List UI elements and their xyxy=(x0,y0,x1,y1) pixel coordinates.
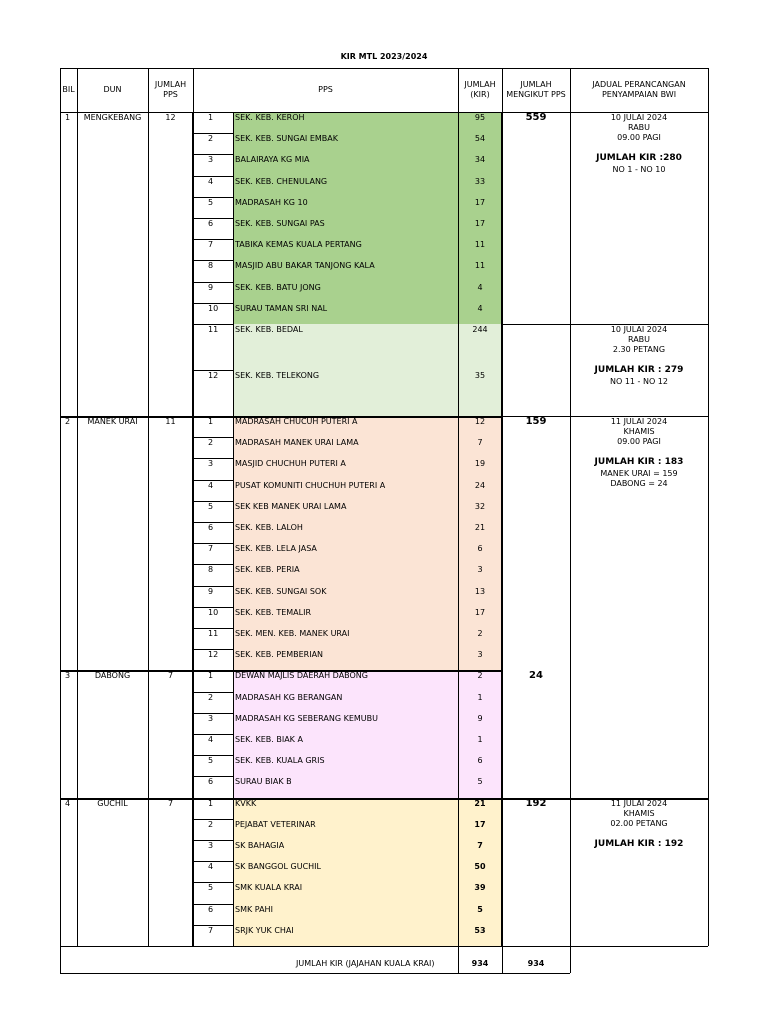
pps-name: MADRASAH CHUCUH PUTERI A xyxy=(235,417,358,426)
pps-row-number: 5 xyxy=(208,883,214,893)
pps-row-number: 6 xyxy=(208,219,214,228)
schedule-note: MANEK URAI = 159 xyxy=(600,469,678,478)
pps-name: KVKK xyxy=(235,798,257,808)
pps-row-number: 1 xyxy=(208,798,214,808)
document-title: KIR MTL 2023/2024 xyxy=(340,52,428,61)
table-top-line xyxy=(60,68,708,69)
pps-kir: 7 xyxy=(477,438,483,448)
pps-name: SEK. KEB. BIAK A xyxy=(235,735,303,744)
column-line xyxy=(77,68,78,946)
pps-row-number: 2 xyxy=(208,134,214,144)
pps-name: SURAU BIAK B xyxy=(235,777,292,787)
header-bottom-line xyxy=(60,112,708,113)
pps-row-number: 4 xyxy=(208,862,214,872)
pps-name: SEK. KEB. KUALA GRIS xyxy=(235,756,325,766)
pps-kir: 4 xyxy=(477,282,483,292)
column-line xyxy=(570,68,571,946)
schedule-day: KHAMIS xyxy=(623,808,655,818)
pps-name: PEJABAT VETERINAR xyxy=(235,819,316,829)
group-dun: MANEK URAI xyxy=(87,417,138,426)
schedule-day: RABU xyxy=(627,123,651,132)
schedule-date: 10 JULAI 2024 xyxy=(610,113,668,122)
pps-kir: 11 xyxy=(474,261,486,271)
schedule-jumlah-kir: JUMLAH KIR : 279 xyxy=(594,365,684,375)
pps-row-number: 8 xyxy=(208,565,214,575)
pps-number-left-line xyxy=(192,416,194,670)
pps-row-number: 3 xyxy=(208,155,214,165)
pps-name: BALAIRAYA KG MIA xyxy=(235,155,310,165)
pps-name: SEK. KEB. BEDAL xyxy=(235,325,303,334)
pps-kir: 3 xyxy=(477,565,483,575)
group-total: 159 xyxy=(525,416,547,427)
pps-kir-right-line xyxy=(501,798,503,946)
schedule-day: RABU xyxy=(627,335,651,344)
pps-row-number: 6 xyxy=(208,904,214,914)
schedule-time: 02.00 PETANG xyxy=(610,818,668,828)
pps-row-number: 5 xyxy=(208,756,214,766)
pps-row-number: 9 xyxy=(208,586,214,596)
pps-row-number: 2 xyxy=(208,438,214,448)
pps-row-number: 5 xyxy=(208,501,214,511)
pps-kir: 17 xyxy=(474,219,486,228)
pps-name: MASJID CHUCHUH PUTERI A xyxy=(235,459,346,469)
pps-kir: 34 xyxy=(474,155,486,165)
pps-name: SEK. KEB. LALOH xyxy=(235,523,303,532)
pps-name: SRJK YUK CHAI xyxy=(235,925,294,935)
pps-row-number: 7 xyxy=(208,544,214,554)
pps-name: MADRASAH KG BERANGAN xyxy=(235,692,343,702)
pps-row-number: 3 xyxy=(208,713,214,723)
pps-kir: 17 xyxy=(474,819,486,829)
pps-kir: 13 xyxy=(474,586,486,596)
schedule-note: DABONG = 24 xyxy=(610,479,668,488)
pps-kir: 6 xyxy=(477,756,483,766)
group-jumlah-pps: 12 xyxy=(165,113,176,122)
pps-number-left-line xyxy=(192,670,194,797)
group-separator xyxy=(60,416,502,418)
pps-name: SEK KEB MANEK URAI LAMA xyxy=(235,501,347,511)
pps-kir: 19 xyxy=(474,459,486,469)
header-jumlah-pps: JUMLAH PPS xyxy=(154,80,187,99)
group-bil: 1 xyxy=(65,113,71,122)
pps-row-number: 11 xyxy=(208,629,219,638)
pps-kir: 6 xyxy=(477,544,483,554)
pps-name: SK BAHAGIA xyxy=(235,841,285,850)
pps-name: SMK PAHI xyxy=(235,904,273,914)
pps-row-number: 12 xyxy=(208,371,219,380)
pps-name: SEK. KEB. SUNGAI EMBAK xyxy=(235,134,338,144)
schedule-note: NO 1 - NO 10 xyxy=(612,165,666,174)
group-jumlah-pps: 7 xyxy=(167,671,174,681)
pps-kir: 3 xyxy=(477,650,483,660)
pps-kir: 50 xyxy=(474,862,486,872)
pps-name: SURAU TAMAN SRI NAL xyxy=(235,303,328,313)
pps-kir: 9 xyxy=(477,713,483,723)
group-jumlah-pps: 7 xyxy=(167,798,174,808)
group-dun: GUCHIL xyxy=(97,798,128,808)
footer-total: 934 xyxy=(527,959,545,968)
schedule-time: 09.00 PAGI xyxy=(617,437,661,446)
group-jumlah-pps: 11 xyxy=(165,417,176,426)
schedule-jumlah-kir: JUMLAH KIR :280 xyxy=(596,153,682,163)
pps-kir: 1 xyxy=(477,692,483,702)
column-line xyxy=(148,68,149,946)
pps-number-left-line xyxy=(192,112,194,416)
pps-name: DEWAN MAJLIS DAERAH DABONG xyxy=(235,671,368,681)
pps-kir-right-line xyxy=(501,670,503,797)
pps-kir: 2 xyxy=(477,629,483,638)
pps-row-number: 10 xyxy=(208,303,219,313)
pps-row-number: 1 xyxy=(208,671,214,681)
pps-name: SEK. KEB. PEMBERIAN xyxy=(235,650,324,660)
pps-name: SEK. KEB. SUNGAI SOK xyxy=(235,586,327,596)
pps-name: SEK. KEB. KEROH xyxy=(235,113,305,122)
schedule-time: 2.30 PETANG xyxy=(612,345,666,354)
group-dun: DABONG xyxy=(94,671,131,681)
pps-row-number: 6 xyxy=(208,523,214,532)
pps-kir: 53 xyxy=(474,925,486,935)
pps-row-number: 9 xyxy=(208,282,214,292)
footer-right-line xyxy=(570,946,571,973)
group-separator xyxy=(60,670,502,672)
schedule-date: 11 JULAI 2024 xyxy=(610,417,668,426)
pps-kir: 33 xyxy=(474,176,486,186)
pps-row-number: 5 xyxy=(208,197,214,207)
table-bottom-line xyxy=(60,946,708,947)
group-separator xyxy=(60,798,502,800)
schedule-date: 11 JULAI 2024 xyxy=(610,798,668,808)
pps-kir-right-line xyxy=(501,416,503,670)
pps-kir: 11 xyxy=(474,240,486,250)
group-total: 24 xyxy=(529,670,543,682)
schedule-date: 10 JULAI 2024 xyxy=(610,325,668,334)
pps-name: SEK. KEB. LELA JASA xyxy=(235,544,317,554)
header-jumlah-mengikut: JUMLAH MENGIKUT PPS xyxy=(506,80,566,99)
pps-row-number: 4 xyxy=(208,735,214,744)
pps-name: MASJID ABU BAKAR TANJONG KALA xyxy=(235,261,375,271)
schedule-jumlah-kir: JUMLAH KIR : 183 xyxy=(594,457,684,467)
pps-row-number: 7 xyxy=(208,925,214,935)
pps-number-left-line xyxy=(192,798,194,946)
pps-row-number: 1 xyxy=(208,113,214,122)
group-bil: 3 xyxy=(65,671,71,681)
header-pps: PPS xyxy=(318,85,333,94)
column-line xyxy=(708,68,709,946)
pps-row-number: 10 xyxy=(208,607,219,617)
pps-kir: 5 xyxy=(477,904,483,914)
schedule-note: NO 11 - NO 12 xyxy=(610,377,668,386)
pps-kir: 54 xyxy=(474,134,486,144)
footer-kir: 934 xyxy=(471,959,489,968)
schedule-time: 09.00 PAGI xyxy=(617,133,661,142)
group-total: 559 xyxy=(525,112,547,123)
pps-kir-right-line xyxy=(501,112,503,416)
footer-bottom-line xyxy=(60,973,570,974)
pps-name: SEK. KEB. CHENULANG xyxy=(235,176,328,186)
group-dun: MENGKEBANG xyxy=(83,113,142,122)
header-jumlah-kir: JUMLAH (KIR) xyxy=(464,80,496,99)
pps-kir: 17 xyxy=(474,197,486,207)
pps-kir: 39 xyxy=(474,883,486,893)
pps-row-number: 8 xyxy=(208,261,214,271)
pps-row-number: 7 xyxy=(208,240,214,250)
pps-kir: 32 xyxy=(474,501,486,511)
schedule-day: KHAMIS xyxy=(623,427,655,436)
pps-name: SK BANGGOL GUCHIL xyxy=(235,862,321,872)
pps-kir: 244 xyxy=(472,325,488,334)
pps-kir: 21 xyxy=(474,798,486,808)
pps-name: TABIKA KEMAS KUALA PERTANG xyxy=(235,240,362,250)
pps-kir: 35 xyxy=(474,371,486,380)
pps-kir: 12 xyxy=(474,417,486,426)
header-dun: DUN xyxy=(103,85,122,94)
pps-name: SEK. KEB. TEMALIR xyxy=(235,607,312,617)
pps-kir: 95 xyxy=(474,113,486,122)
pps-row-number: 12 xyxy=(208,650,219,660)
pps-row-number: 4 xyxy=(208,176,214,186)
pps-name: PUSAT KOMUNITI CHUCHUH PUTERI A xyxy=(235,480,386,490)
pps-name: MADRASAH KG SEBERANG KEMUBU xyxy=(235,713,378,723)
pps-kir: 2 xyxy=(477,671,483,681)
pps-name: SEK. KEB. PERIA xyxy=(235,565,300,575)
pps-name: SEK. KEB. BATU JONG xyxy=(235,282,321,292)
pps-kir: 7 xyxy=(477,841,483,850)
header-bil: BIL xyxy=(62,85,75,94)
pps-row-number: 2 xyxy=(208,692,214,702)
pps-row-number: 11 xyxy=(208,325,219,334)
pps-kir: 5 xyxy=(477,777,483,787)
pps-kir: 24 xyxy=(474,480,486,490)
pps-row-number: 6 xyxy=(208,777,214,787)
pps-kir: 4 xyxy=(477,303,483,313)
pps-row-number: 3 xyxy=(208,459,214,469)
column-line xyxy=(60,68,61,946)
pps-name: MADRASAH MANEK URAI LAMA xyxy=(235,438,359,448)
pps-name: SEK. KEB. SUNGAI PAS xyxy=(235,219,325,228)
pps-kir: 21 xyxy=(474,523,486,532)
pps-name: SMK KUALA KRAI xyxy=(235,883,303,893)
pps-name: SEK. KEB. TELEKONG xyxy=(235,371,320,380)
pps-name: MADRASAH KG 10 xyxy=(235,197,308,207)
group-bil: 2 xyxy=(65,417,71,426)
footer-label: JUMLAH KIR (JAJAHAN KUALA KRAI) xyxy=(296,959,435,968)
column-line xyxy=(458,68,459,946)
pps-row-number: 1 xyxy=(208,417,214,426)
pps-row-number: 2 xyxy=(208,819,214,829)
pps-kir: 1 xyxy=(477,735,483,744)
header-jadual: JADUAL PERANCANGAN PENYAMPAIAN BWI xyxy=(592,80,686,99)
pps-kir: 17 xyxy=(474,607,486,617)
column-line xyxy=(233,112,234,946)
footer-left-line xyxy=(60,946,61,973)
pps-row-number: 4 xyxy=(208,480,214,490)
schedule-jumlah-kir: JUMLAH KIR : 192 xyxy=(594,838,684,849)
group-total: 192 xyxy=(525,797,547,809)
pps-row-number: 3 xyxy=(208,841,214,850)
pps-name: SEK. MEN. KEB. MANEK URAI xyxy=(235,629,350,638)
group-bil: 4 xyxy=(65,798,71,808)
